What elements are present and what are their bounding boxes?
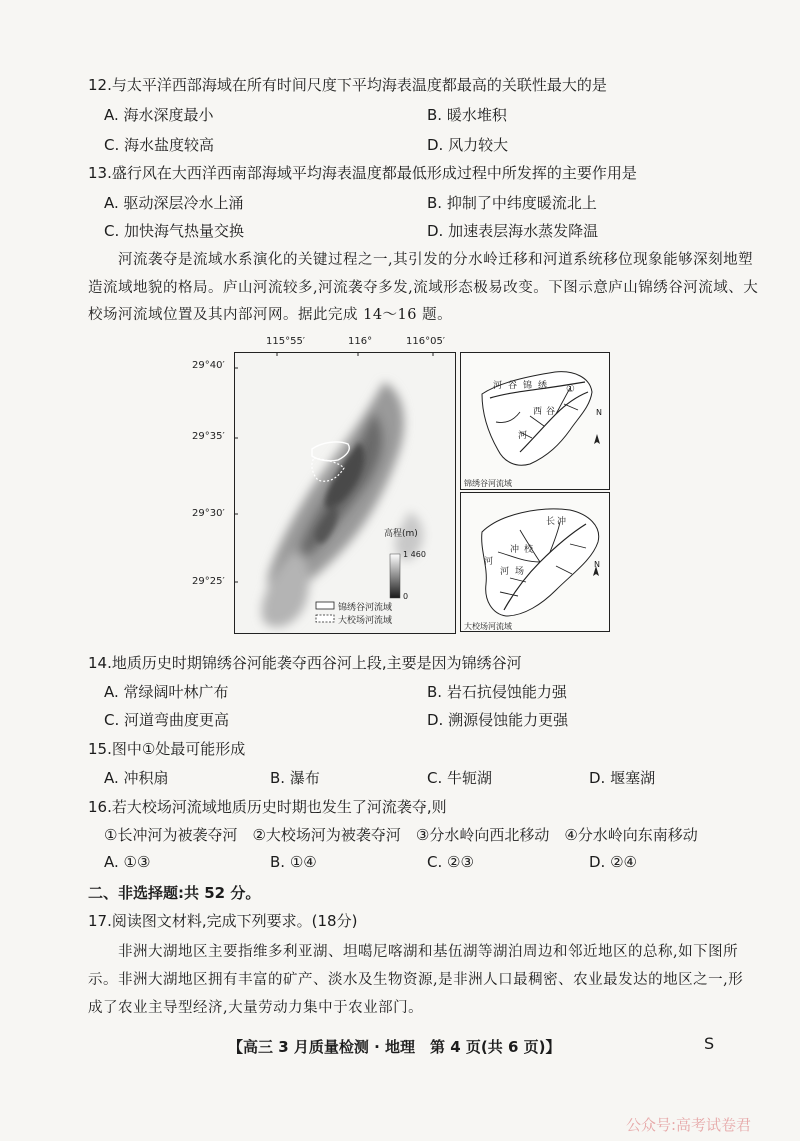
q16-stem: 16.若大校场河流域地质历史时期也发生了河流袭夺,则 bbox=[88, 798, 447, 816]
q15-stem: 15.图中①处最可能形成 bbox=[88, 740, 246, 758]
q12-option-a: A. 海水深度最小 bbox=[104, 106, 214, 124]
q16-option-b: B. ①④ bbox=[270, 853, 317, 871]
lon-label-115-55: 115°55′ bbox=[266, 336, 306, 347]
inset1-river-label-1: 河谷锦绣 bbox=[493, 381, 554, 391]
footer-version-mark: S bbox=[704, 1034, 715, 1053]
lat-label-29-40: 29°40′ bbox=[192, 360, 225, 371]
q12-stem: 12.与太平洋西部海域在所有时间尺度下平均海表温度都最高的关联性最大的是 bbox=[88, 76, 607, 94]
inset1-title: 锦绣谷河流域 bbox=[464, 479, 512, 488]
lon-label-116-05: 116°05′ bbox=[406, 336, 446, 347]
q12-option-c: C. 海水盐度较高 bbox=[104, 136, 215, 154]
q14-option-d: D. 溯源侵蚀能力更强 bbox=[427, 711, 569, 729]
q17-line-1: 非洲大湖地区主要指维多利亚湖、坦噶尼喀湖和基伍湖等湖泊周边和邻近地区的总称,如下图所 bbox=[118, 944, 739, 960]
lon-label-116: 116° bbox=[348, 336, 373, 347]
q13-option-c: C. 加快海气热量交换 bbox=[104, 222, 245, 240]
q16-statements: ①长冲河为被袭夺河 ②大校场河为被袭夺河 ③分水岭向西北移动 ④分水岭向东南移动 bbox=[104, 826, 698, 844]
lat-label-29-25: 29°25′ bbox=[192, 576, 225, 587]
elevation-legend-bar bbox=[390, 554, 400, 598]
q17-stem: 17.阅读图文材料,完成下列要求。(18分) bbox=[88, 912, 358, 930]
q14-option-b: B. 岩石抗侵蚀能力强 bbox=[427, 683, 567, 701]
q15-option-c: C. 牛轭湖 bbox=[427, 769, 493, 787]
q13-stem: 13.盛行风在大西洋西南部海域平均海表温度都最低形成过程中所发挥的主要作用是 bbox=[88, 164, 637, 182]
elevation-legend-min: 0 bbox=[403, 592, 409, 601]
q13-option-d: D. 加速表层海水蒸发降温 bbox=[427, 222, 599, 240]
legend-jinxiugu-swatch bbox=[316, 602, 334, 609]
passage-line-2: 造流域地貌的格局。庐山河流较多,河流袭夺多发,流域形态极易改变。下图示意庐山锦绣谷河流域、大 bbox=[88, 280, 759, 296]
inset1-river-label-2: 西谷 bbox=[533, 407, 560, 417]
legend-dajiaochang-swatch bbox=[316, 615, 334, 622]
q15-option-d: D. 堰塞湖 bbox=[589, 769, 656, 787]
inset2-river-label-2: 冲校 bbox=[510, 545, 539, 555]
q14-stem: 14.地质历史时期锦绣谷河能袭夺西谷河上段,主要是因为锦绣谷河 bbox=[88, 654, 522, 672]
inset1-north-label: N bbox=[596, 408, 602, 417]
relief-map bbox=[234, 352, 456, 634]
inset2-river-label-3: 河场 bbox=[500, 567, 531, 577]
q12-option-b: B. 暖水堆积 bbox=[427, 106, 507, 124]
watermark: 公众号:高考试卷君 bbox=[626, 1116, 752, 1134]
passage-line-3: 校场河流域位置及其内部河网。据此完成 14～16 题。 bbox=[88, 307, 453, 323]
legend-jinxiugu-label: 锦绣谷河流域 bbox=[338, 603, 393, 613]
lat-label-29-35: 29°35′ bbox=[192, 431, 225, 442]
inset-jinxiugu bbox=[460, 352, 610, 490]
q13-option-b: B. 抑制了中纬度暖流北上 bbox=[427, 194, 597, 212]
q17-line-2: 示。非洲大湖地区拥有丰富的矿产、淡水及生物资源,是非洲人口最稠密、农业最发达的地区之一,形 bbox=[88, 972, 744, 988]
q16-option-a: A. ①③ bbox=[104, 853, 151, 871]
lushan-map-figure bbox=[188, 332, 728, 642]
lat-label-29-30: 29°30′ bbox=[192, 508, 225, 519]
inset2-river-label-4: 河 bbox=[484, 557, 494, 567]
q15-option-b: B. 瀑布 bbox=[270, 769, 320, 787]
inset-dajiaochang bbox=[460, 492, 610, 632]
elevation-legend-title: 高程(m) bbox=[384, 529, 418, 539]
inset2-title: 大校场河流域 bbox=[464, 622, 512, 631]
inset1-river-label-3: 河 bbox=[518, 431, 528, 441]
elevation-legend-max: 1 460 bbox=[403, 550, 426, 559]
page-footer: 【高三 3 月质量检测 · 地理 第 4 页(共 6 页)】 bbox=[228, 1038, 561, 1056]
q15-option-a: A. 冲积扇 bbox=[104, 769, 169, 787]
q16-option-c: C. ②③ bbox=[427, 853, 474, 871]
legend-dajiaochang-label: 大校场河流域 bbox=[338, 616, 393, 626]
q14-option-a: A. 常绿阔叶林广布 bbox=[104, 683, 229, 701]
q14-option-c: C. 河道弯曲度更高 bbox=[104, 711, 230, 729]
section-2-heading: 二、非选择题:共 52 分。 bbox=[88, 884, 261, 902]
inset2-north-label: N bbox=[594, 560, 600, 569]
q13-option-a: A. 驱动深层冷水上涌 bbox=[104, 194, 244, 212]
inset2-river-label-1: 长冲 bbox=[546, 517, 569, 527]
q17-line-3: 成了农业主导型经济,大量劳动力集中于农业部门。 bbox=[88, 1000, 424, 1016]
q12-option-d: D. 风力较大 bbox=[427, 136, 509, 154]
inset1-marker-1: ① bbox=[566, 384, 575, 395]
q16-option-d: D. ②④ bbox=[589, 853, 637, 871]
passage-line-1: 河流袭夺是流域水系演化的关键过程之一,其引发的分水岭迁移和河道系统移位现象能够深刻地塑 bbox=[118, 252, 754, 268]
